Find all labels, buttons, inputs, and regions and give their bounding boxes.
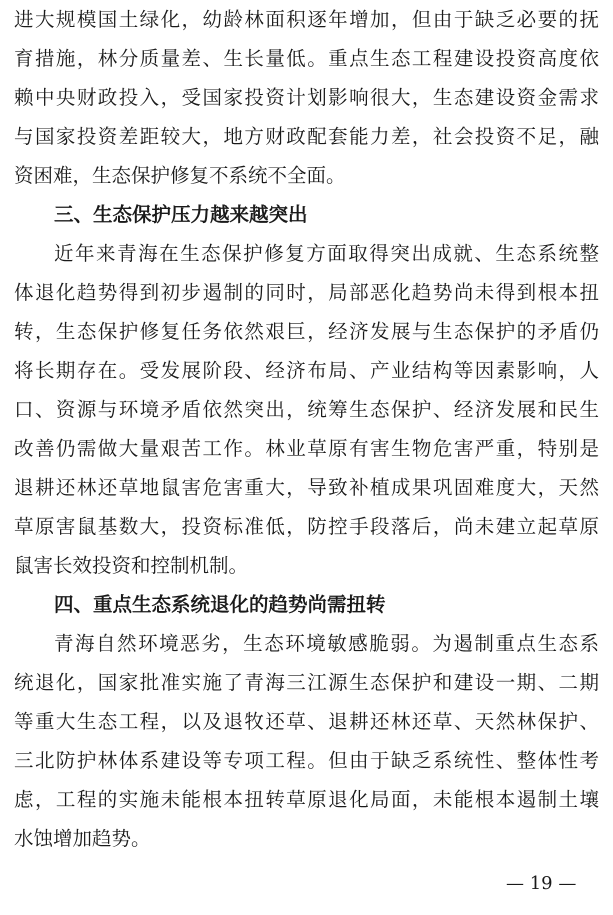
paragraph-1 <box>14 0 599 195</box>
text-line: 近年来青海在生态保护修复方面取得突出成就、生态系统整 <box>54 242 599 265</box>
text-line: 虑，工程的实施未能根本扭转草原退化局面，未能根本遏制土壤 <box>14 788 599 811</box>
text-line: 退耕还林还草地鼠害危害重大，导致补植成果巩固难度大，天然 <box>14 476 599 499</box>
section-4-body <box>14 624 599 858</box>
text-line: 统退化，国家批准实施了青海三江源生态保护和建设一期、二期 <box>14 671 599 694</box>
text-line: 改善仍需做大量艰苦工作。林业草原有害生物危害严重，特别是 <box>14 437 599 460</box>
text-line: 将长期存在。受发展阶段、经济布局、产业结构等因素影响，人 <box>14 359 599 382</box>
section-heading-3: 三、生态保护压力越来越突出 <box>54 203 308 226</box>
text-line: 草原害鼠基数大，投资标准低，防控手段落后，尚未建立起草原 <box>14 515 599 538</box>
text-line: 进大规模国土绿化，幼龄林面积逐年增加，但由于缺乏必要的抚 <box>14 8 599 31</box>
text-line: 鼠害长效投资和控制机制。 <box>14 554 249 577</box>
text-line: 青海自然环境恶劣，生态环境敏感脆弱。为遏制重点生态系 <box>54 632 599 655</box>
page-number: — 19 — <box>506 873 577 894</box>
text-line: 与国家投资差距较大，地方财政配套能力差，社会投资不足，融 <box>14 125 599 148</box>
text-line: 转，生态保护修复任务依然艰巨，经济发展与生态保护的矛盾仍 <box>14 320 599 343</box>
document-page <box>14 0 599 858</box>
text-line: 育措施，林分质量差、生长量低。重点生态工程建设投资高度依 <box>14 47 599 70</box>
section-heading-4: 四、重点生态系统退化的趋势尚需扭转 <box>54 593 386 616</box>
text-line: 资困难，生态保护修复不系统不全面。 <box>14 164 346 187</box>
text-line: 水蚀增加趋势。 <box>14 827 151 850</box>
text-line: 口、资源与环境矛盾依然突出，统筹生态保护、经济发展和民生 <box>14 398 599 421</box>
text-line: 赖中央财政投入，受国家投资计划影响很大，生态建设资金需求 <box>14 86 599 109</box>
text-line: 体退化趋势得到初步遏制的同时，局部恶化趋势尚未得到根本扭 <box>14 281 599 304</box>
section-3-body <box>14 234 599 585</box>
text-line: 等重大生态工程，以及退牧还草、退耕还林还草、天然林保护、 <box>14 710 599 733</box>
text-line: 三北防护林体系建设等专项工程。但由于缺乏系统性、整体性考 <box>14 749 599 772</box>
